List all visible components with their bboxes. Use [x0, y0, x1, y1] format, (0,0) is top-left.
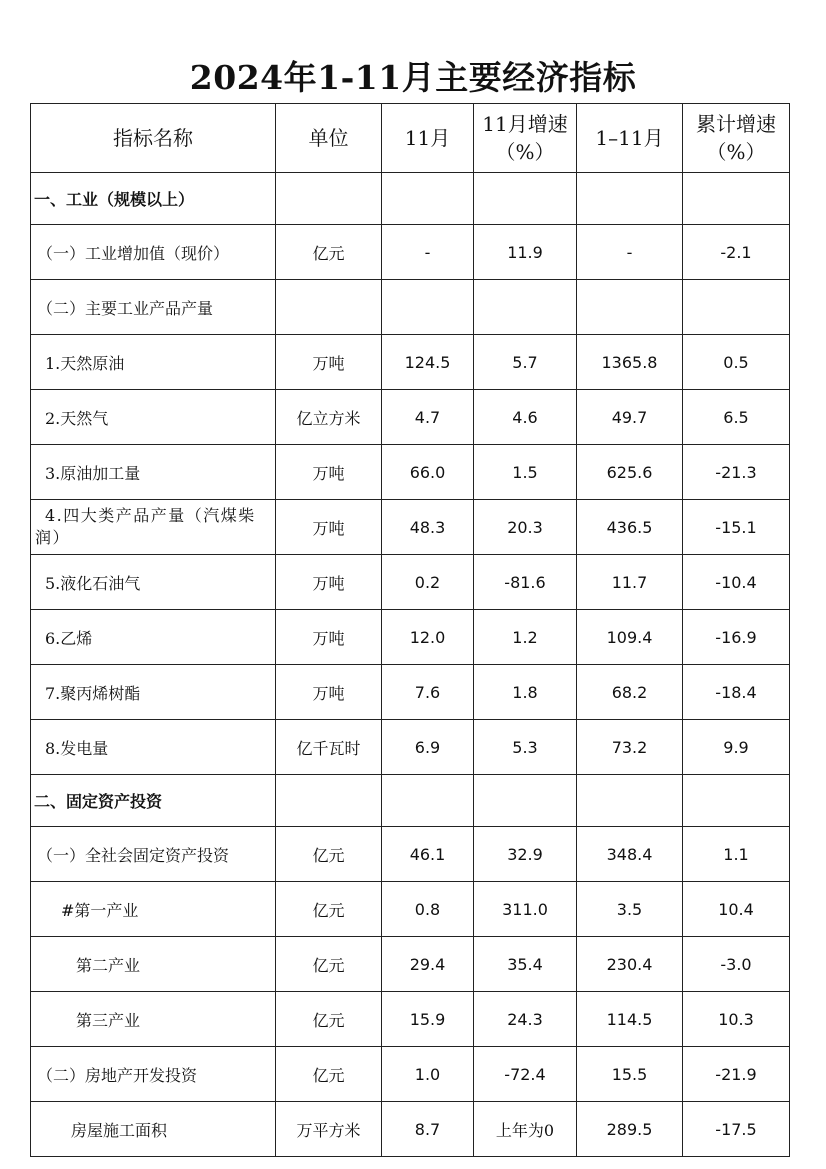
row-month-growth: 1.8 — [474, 665, 577, 720]
row-month-growth: -72.4 — [474, 1047, 577, 1102]
row-name: 4.四大类产品产量（汽煤柴润） — [31, 500, 276, 555]
row-month-growth: 上年为0 — [474, 1102, 577, 1157]
indicators-table — [30, 103, 790, 1157]
row-cumulative-growth: -10.4 — [683, 555, 790, 610]
row-cumulative — [577, 173, 683, 225]
row-month: 29.4 — [382, 937, 474, 992]
row-month: 7.6 — [382, 665, 474, 720]
table-row — [31, 775, 790, 827]
row-month: 48.3 — [382, 500, 474, 555]
header-month-growth — [474, 104, 577, 173]
row-month: 4.7 — [382, 390, 474, 445]
row-name: 3.原油加工量 — [31, 445, 276, 500]
row-unit: 亿千瓦时 — [276, 720, 382, 775]
row-month — [382, 280, 474, 335]
header-name: 指标名称 — [31, 104, 276, 173]
row-name: （二）房地产开发投资 — [31, 1047, 276, 1102]
row-name: 房屋施工面积 — [31, 1102, 276, 1157]
row-cumulative: 73.2 — [577, 720, 683, 775]
row-month-growth — [474, 775, 577, 827]
row-cumulative-growth: 10.3 — [683, 992, 790, 1047]
row-cumulative: 625.6 — [577, 445, 683, 500]
row-cumulative-growth: -3.0 — [683, 937, 790, 992]
row-month-growth: 11.9 — [474, 225, 577, 280]
table-row — [31, 555, 790, 610]
row-cumulative-growth: 1.1 — [683, 827, 790, 882]
row-month-growth: 1.5 — [474, 445, 577, 500]
row-month-growth: 20.3 — [474, 500, 577, 555]
row-name: 第三产业 — [31, 992, 276, 1047]
header-unit: 单位 — [276, 104, 382, 173]
row-cumulative-growth: -2.1 — [683, 225, 790, 280]
table-row — [31, 1047, 790, 1102]
row-month: 15.9 — [382, 992, 474, 1047]
row-month-growth: 35.4 — [474, 937, 577, 992]
row-name: #第一产业 — [31, 882, 276, 937]
table-row — [31, 335, 790, 390]
row-cumulative-growth: 9.9 — [683, 720, 790, 775]
row-cumulative: 49.7 — [577, 390, 683, 445]
row-cumulative: 289.5 — [577, 1102, 683, 1157]
row-unit: 亿元 — [276, 937, 382, 992]
row-cumulative: 348.4 — [577, 827, 683, 882]
table-row — [31, 445, 790, 500]
header-cumulative-growth — [683, 104, 790, 173]
table-row — [31, 720, 790, 775]
row-unit: 万吨 — [276, 335, 382, 390]
row-unit: 亿元 — [276, 992, 382, 1047]
row-cumulative-growth: -17.5 — [683, 1102, 790, 1157]
row-name: 第二产业 — [31, 937, 276, 992]
row-name: 二、固定资产投资 — [31, 775, 276, 827]
row-unit — [276, 775, 382, 827]
row-cumulative — [577, 280, 683, 335]
row-month: 124.5 — [382, 335, 474, 390]
row-cumulative: - — [577, 225, 683, 280]
row-unit: 亿元 — [276, 1047, 382, 1102]
row-month: - — [382, 225, 474, 280]
page-title: 2024年1-11月主要经济指标 — [189, 58, 637, 97]
row-name: 5.液化石油气 — [31, 555, 276, 610]
row-month: 1.0 — [382, 1047, 474, 1102]
row-cumulative-growth — [683, 280, 790, 335]
row-name: （一）工业增加值（现价） — [31, 225, 276, 280]
table-row — [31, 500, 790, 555]
row-unit: 亿元 — [276, 882, 382, 937]
row-month: 8.7 — [382, 1102, 474, 1157]
row-name: 8.发电量 — [31, 720, 276, 775]
row-unit — [276, 173, 382, 225]
header-month: 11月 — [382, 104, 474, 173]
row-month-growth: -81.6 — [474, 555, 577, 610]
row-month-growth: 1.2 — [474, 610, 577, 665]
row-name: （二）主要工业产品产量 — [31, 280, 276, 335]
table-row — [31, 173, 790, 225]
table-row — [31, 610, 790, 665]
row-cumulative-growth: -16.9 — [683, 610, 790, 665]
row-cumulative-growth: 10.4 — [683, 882, 790, 937]
table-row — [31, 225, 790, 280]
row-unit: 万平方米 — [276, 1102, 382, 1157]
row-unit: 亿立方米 — [276, 390, 382, 445]
row-unit: 万吨 — [276, 445, 382, 500]
header-cumulative-growth-line1: 累计增速 — [696, 112, 776, 136]
row-cumulative: 68.2 — [577, 665, 683, 720]
row-unit: 亿元 — [276, 827, 382, 882]
row-unit — [276, 280, 382, 335]
row-month-growth: 5.3 — [474, 720, 577, 775]
table-row — [31, 882, 790, 937]
row-month: 6.9 — [382, 720, 474, 775]
row-name: 一、工业（规模以上） — [31, 173, 276, 225]
row-cumulative — [577, 775, 683, 827]
row-month — [382, 775, 474, 827]
row-month: 12.0 — [382, 610, 474, 665]
row-cumulative: 230.4 — [577, 937, 683, 992]
header-month-growth-line2: （%） — [495, 140, 555, 164]
row-unit: 万吨 — [276, 610, 382, 665]
table-row — [31, 280, 790, 335]
row-unit: 亿元 — [276, 225, 382, 280]
row-month: 0.8 — [382, 882, 474, 937]
row-month: 66.0 — [382, 445, 474, 500]
row-cumulative: 1365.8 — [577, 335, 683, 390]
row-name: 7.聚丙烯树酯 — [31, 665, 276, 720]
row-cumulative-growth: 6.5 — [683, 390, 790, 445]
row-unit: 万吨 — [276, 665, 382, 720]
row-name: 6.乙烯 — [31, 610, 276, 665]
row-month-growth — [474, 280, 577, 335]
table-row — [31, 827, 790, 882]
table-row — [31, 390, 790, 445]
row-month-growth — [474, 173, 577, 225]
row-cumulative: 3.5 — [577, 882, 683, 937]
row-cumulative: 15.5 — [577, 1047, 683, 1102]
row-month — [382, 173, 474, 225]
row-unit: 万吨 — [276, 555, 382, 610]
table-row — [31, 665, 790, 720]
row-month-growth: 32.9 — [474, 827, 577, 882]
row-month-growth: 311.0 — [474, 882, 577, 937]
row-month-growth: 24.3 — [474, 992, 577, 1047]
header-cumulative: 1–11月 — [577, 104, 683, 173]
table-row — [31, 937, 790, 992]
row-cumulative-growth: -18.4 — [683, 665, 790, 720]
row-month-growth: 5.7 — [474, 335, 577, 390]
header-month-growth-line1: 11月增速 — [482, 112, 568, 136]
row-cumulative-growth: 0.5 — [683, 335, 790, 390]
row-cumulative-growth — [683, 173, 790, 225]
row-cumulative-growth: -21.9 — [683, 1047, 790, 1102]
row-cumulative: 11.7 — [577, 555, 683, 610]
row-cumulative-growth: -21.3 — [683, 445, 790, 500]
row-cumulative: 109.4 — [577, 610, 683, 665]
row-cumulative: 114.5 — [577, 992, 683, 1047]
header-cumulative-growth-line2: （%） — [706, 140, 766, 164]
row-month-growth: 4.6 — [474, 390, 577, 445]
table-row — [31, 992, 790, 1047]
row-cumulative: 436.5 — [577, 500, 683, 555]
row-cumulative-growth: -15.1 — [683, 500, 790, 555]
row-month: 46.1 — [382, 827, 474, 882]
row-month: 0.2 — [382, 555, 474, 610]
row-cumulative-growth — [683, 775, 790, 827]
row-name: 1.天然原油 — [31, 335, 276, 390]
table-header-row — [31, 104, 790, 173]
row-name: 2.天然气 — [31, 390, 276, 445]
table-row — [31, 1102, 790, 1157]
row-unit: 万吨 — [276, 500, 382, 555]
row-name: （一）全社会固定资产投资 — [31, 827, 276, 882]
